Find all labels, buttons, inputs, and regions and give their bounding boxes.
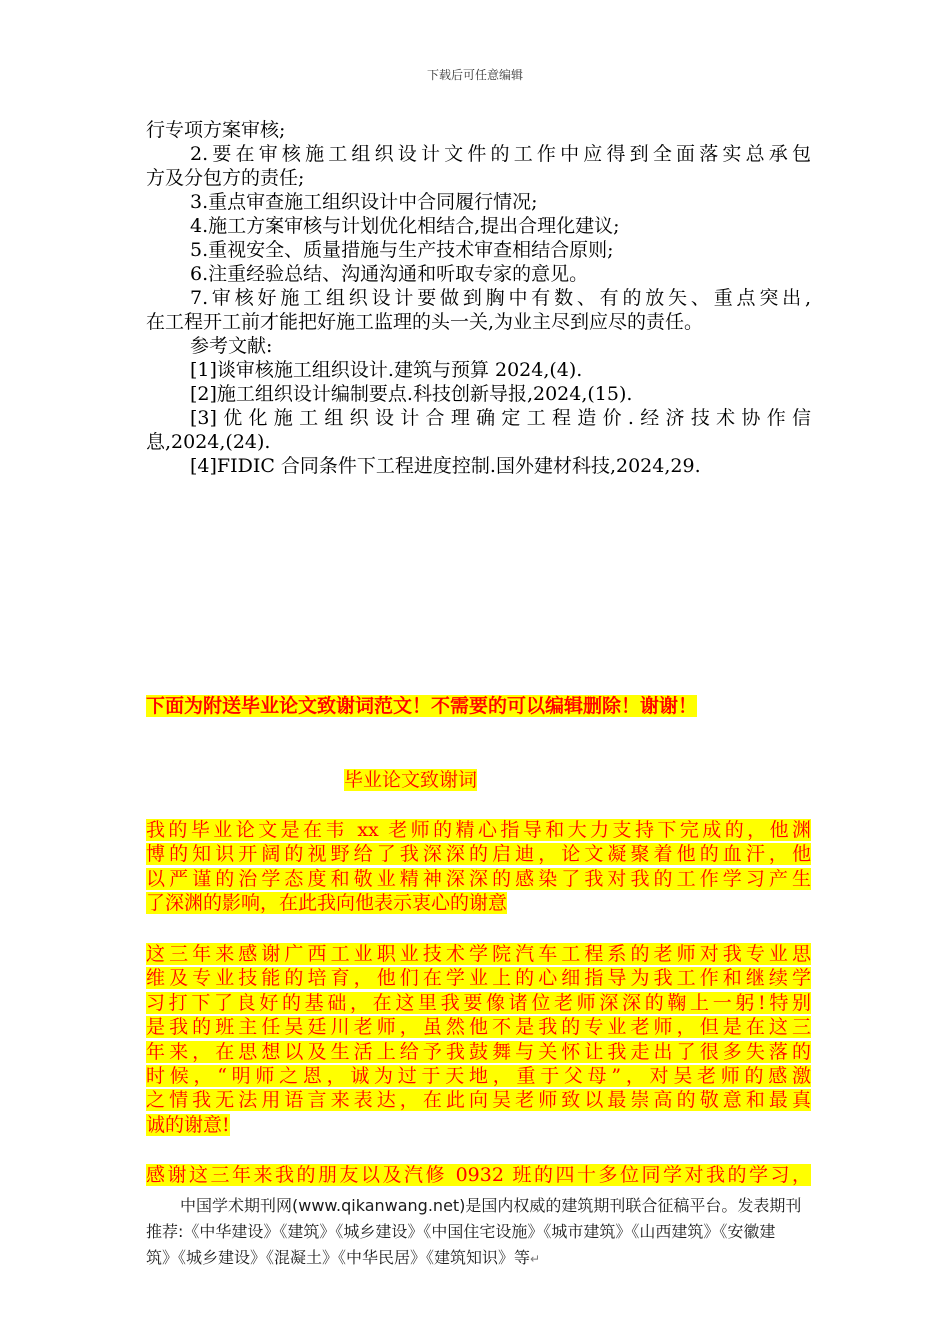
para-line [146,942,811,966]
para-line-text: 之情我无法用语言来表达，在此向吴老师致以最崇高的敬意和最真 [146,1089,811,1112]
return-mark-icon: ↵ [530,1252,541,1266]
ack-paragraph-1 [146,818,811,916]
para-line [146,891,811,915]
notice-text: 下面为附送毕业论文致谢词范文！不需要的可以编辑删除！谢谢！ [146,695,698,717]
reference-item: [4]FIDIC 合同条件下工程进度控制.国外建材科技,2024,29. [190,455,701,477]
body-line: 方及分包方的责任; [146,167,305,189]
para-line [146,842,811,866]
notice-line [146,694,697,718]
body-line: 行专项方案审核; [146,119,286,141]
page-header: 下载后可任意编辑 [426,68,523,82]
para-line [146,1015,811,1039]
para-line [146,991,811,1015]
body-line: 7.审核好施工组织设计要做到胸中有数、有的放矢、重点突出, [190,287,811,309]
para-line-text: 时候，“明师之恩，诚为过于天地，重于父母”，对吴老师的感激 [146,1065,811,1088]
para-line-text: 了深渊的影响，在此我向他表示衷心的谢意 [146,892,508,915]
body-text [146,118,811,478]
footer-ad [146,1193,811,1272]
footer-line: 中国学术期刊网(www.qikanwang.net)是国内权威的建筑期刊联合征稿平台。发表期刊 [180,1196,802,1215]
body-line: 在工程开工前才能把好施工监理的头一关,为业主尽到应尽的责任。 [146,311,704,333]
reference-item: [2]施工组织设计编制要点.科技创新导报,2024,(15). [190,383,633,405]
para-line [146,1040,811,1064]
para-line-text: 博的知识开阔的视野给了我深深的启迪，论文凝聚着他的血汗，他 [146,843,811,866]
reference-item: [3]优化施工组织设计合理确定工程造价.经济技术协作信 [190,407,811,429]
para-line-text: 维及专业技能的培育，他们在学业上的心细指导为我工作和继续学 [146,967,811,990]
para-line-text: 这三年来感谢广西工业职业技术学院汽车工程系的老师对我专业思 [146,943,811,965]
ack-paragraph-2 [146,942,811,1137]
para-line-text: 是我的班主任吴廷川老师，虽然他不是我的专业老师，但是在这三 [146,1016,811,1039]
para-line [146,1088,811,1112]
para-line-text: 感谢这三年来我的朋友以及汽修 0932 班的四十多位同学对我的学习， [146,1164,811,1186]
para-line-text: 我的毕业论文是在韦 xx 老师的精心指导和大力支持下完成的，他渊 [146,819,811,841]
ack-paragraph-3 [146,1163,811,1187]
ack-title-text: 毕业论文致谢词 [344,769,478,791]
para-line [146,867,811,891]
para-line [146,1163,811,1187]
para-line [146,1064,811,1088]
body-line: 3.重点审查施工组织设计中合同履行情况; [190,191,538,213]
para-line [146,966,811,990]
reference-item: 息,2024,(24). [146,431,271,453]
ack-title [344,768,477,792]
para-line-text: 诚的谢意! [146,1113,230,1136]
footer-line-text: 筑》《城乡建设》《混凝土》《中华民居》《建筑知识》等 [146,1248,531,1267]
footer-line: 推荐:《中华建设》《建筑》《城乡建设》《中国住宅设施》《城市建筑》《山西建筑》《安徽建 [146,1222,776,1241]
body-line: 4.施工方案审核与计划优化相结合,提出合理化建议; [190,215,620,237]
para-line-text: 年来，在思想以及生活上给予我鼓舞与关怀让我走出了很多失落的 [146,1040,811,1063]
reference-item: [1]谈审核施工组织设计.建筑与预算 2024,(4). [190,359,583,381]
body-line: 6.注重经验总结、沟通沟通和听取专家的意见。 [190,263,589,285]
para-line-text: 以严谨的治学态度和敬业精神深深的感染了我对我的工作学习产生 [146,867,811,890]
para-line-text: 习打下了良好的基础，在这里我要像诸位老师深深的鞠上一躬!特别 [146,991,811,1014]
body-line: 5.重视安全、质量措施与生产技术审查相结合原则; [190,239,614,261]
references-heading: 参考文献: [190,335,273,357]
body-line: 2.要在审核施工组织设计文件的工作中应得到全面落实总承包 [190,143,811,165]
para-line [146,818,811,842]
footer-line [146,1245,811,1272]
para-line [146,1113,811,1137]
